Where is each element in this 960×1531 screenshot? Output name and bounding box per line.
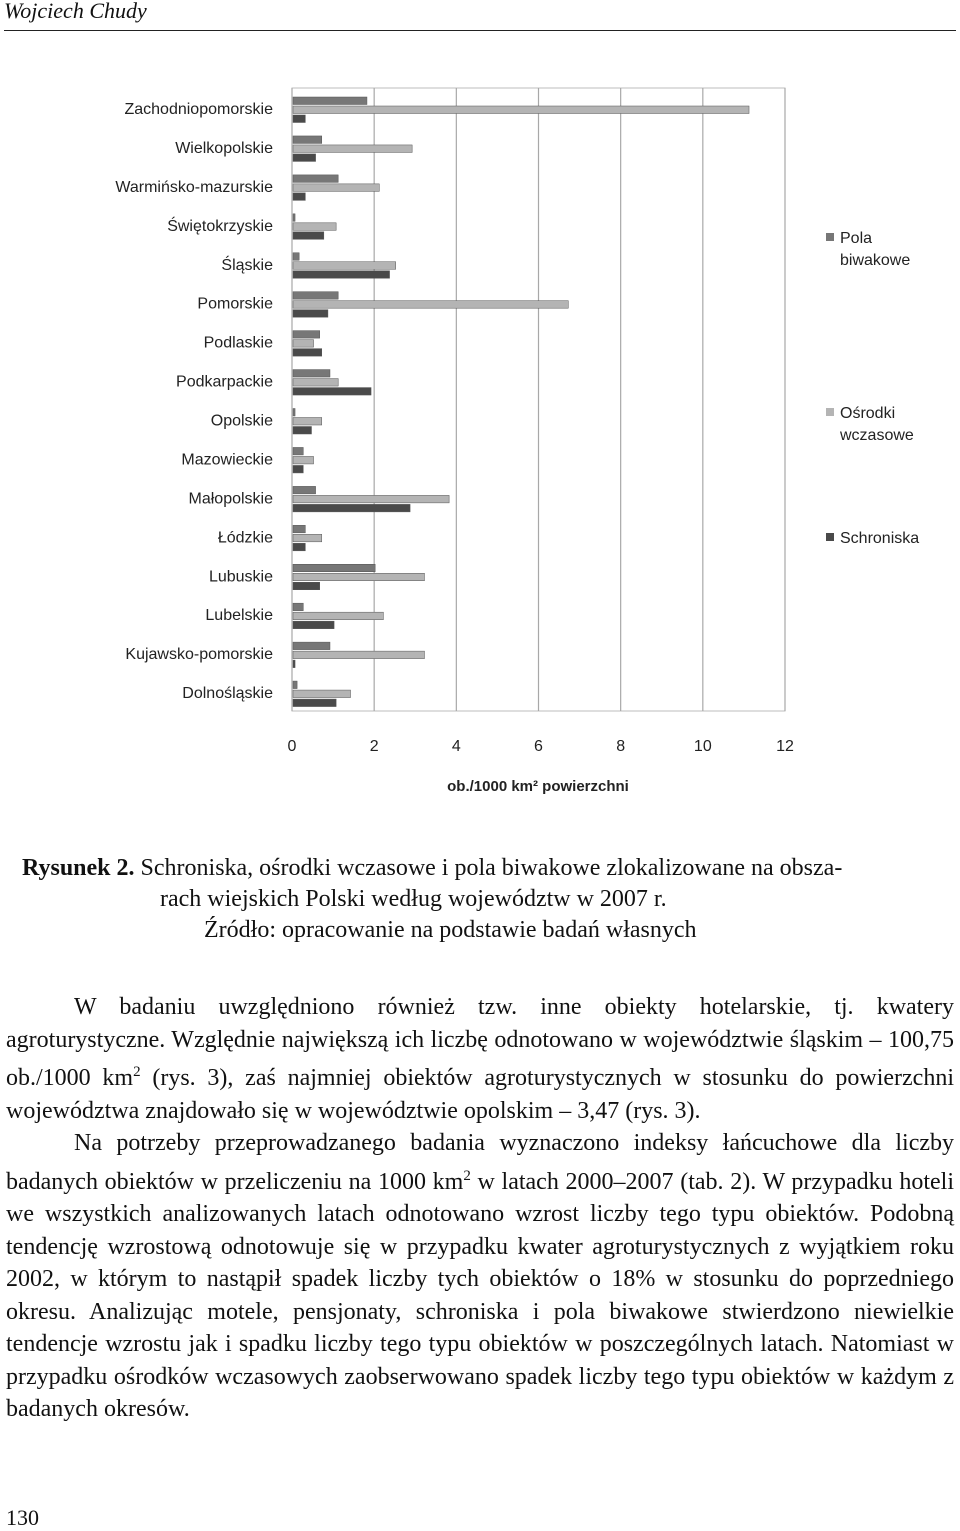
- category-label: Opolskie: [210, 412, 273, 430]
- x-tick-label: 10: [693, 738, 712, 755]
- caption-line-2: rach wiejskich Polski według województw w 2007 r.: [160, 886, 667, 912]
- x-axis-title: ob./1000 km² powierzchni: [447, 778, 629, 795]
- bar: [293, 690, 351, 698]
- bar: [293, 193, 305, 201]
- bar: [293, 331, 320, 339]
- category-label: Pomorskie: [197, 295, 273, 313]
- legend-swatch: [826, 408, 834, 416]
- legend-swatch: [826, 533, 834, 541]
- paragraph-1: W badaniu uwzględniono również tzw. inne obiekty hotelarskie, tj. kwatery agroturystyczne. Względnie największą ich liczbę odnotowano w województwie śląskim – 100,75 ob./1000 $km^2$ (rys. 3), zaś najmniej obiektów agroturystycznych w stosunku do powierzchni województwa znajdowało się w województwie opolskim – 3,47 (rys. 3).: [6, 994, 954, 1124]
- category-label: Podkarpackie: [176, 373, 273, 391]
- bar: [293, 504, 410, 512]
- bar: [293, 612, 383, 620]
- bar: [293, 582, 320, 590]
- category-label: Kujawsko-pomorskie: [125, 646, 273, 664]
- category-label: Podlaskie: [203, 334, 273, 352]
- bar: [293, 232, 324, 240]
- bar: [293, 681, 297, 689]
- category-label: Śląskie: [221, 256, 273, 274]
- page-number: 130: [6, 1505, 39, 1530]
- bar: [293, 642, 330, 650]
- bar: [293, 456, 314, 464]
- bar: [293, 651, 424, 659]
- bar: [293, 379, 338, 387]
- bar: [293, 154, 316, 162]
- x-tick-label: 12: [776, 738, 794, 755]
- x-tick-label: 8: [616, 738, 626, 755]
- paragraph-2: Na potrzeby przeprowadzanego badania wyznaczono indeksy łańcuchowe dla liczby badanych obiektów w przeliczeniu na 1000 $km^2$ w latach 2000–2007 (tab. 2). W przypadku hoteli we wszystkich analizowanych latach odnotowano wzrost liczby tego typu obiektów. Podobną tendencję wzrostową odnotowuje się w przypadku kwater agroturystycznych z wyjątkiem roku 2002, w którym to nastąpił spadek liczby tych obiektów o 18% w stosunku do poprzedniego okresu. Analizując motele, pensjonaty, schroniska i pola biwakowe stwierdzono niewielkie tendencje wzrostu jak i spadku liczby tego typu obiektów w poszczególnych latach. Natomiast w przypadku ośrodków wczasowych zaobserwowano spadek liczby tego typu obiektów w każdym z badanych okresów.: [6, 1130, 955, 1422]
- bar: [293, 447, 303, 455]
- figure-caption: [22, 853, 952, 946]
- bar-chart: [0, 60, 960, 840]
- legend-swatch: [826, 233, 834, 241]
- category-label: Świętokrzyskie: [167, 217, 273, 235]
- bar: [293, 388, 371, 396]
- bar: [293, 603, 303, 611]
- bar: [293, 115, 305, 123]
- bar: [293, 175, 338, 183]
- bar: [293, 310, 328, 318]
- bar: [293, 427, 311, 435]
- bar: [293, 418, 322, 426]
- bar: [293, 292, 338, 300]
- bar: [293, 486, 316, 494]
- category-label: Warmińsko-mazurskie: [115, 178, 273, 196]
- bar: [293, 543, 305, 551]
- category-label: Wielkopolskie: [175, 139, 273, 157]
- bar: [293, 106, 749, 114]
- bar: [293, 495, 449, 503]
- bar: [293, 370, 330, 378]
- category-label: Łódzkie: [217, 529, 273, 547]
- caption-line-1: Schroniska, ośrodki wczasowe i pola biwakowe zlokalizowane na obsza-: [134, 855, 843, 881]
- bar: [293, 145, 412, 153]
- x-tick-label: 4: [451, 738, 461, 755]
- bar: [293, 621, 334, 629]
- x-tick-label: 2: [369, 738, 379, 755]
- x-tick-label: 0: [287, 738, 297, 755]
- bar: [293, 214, 295, 222]
- category-label: Lubuskie: [208, 568, 273, 586]
- bar: [293, 223, 336, 231]
- body-text: [6, 991, 954, 1426]
- caption-label: Rysunek 2.: [22, 855, 135, 881]
- bar: [293, 409, 295, 417]
- bar: [293, 534, 322, 542]
- caption-source: Źródło: opracowanie na podstawie badań własnych: [204, 917, 697, 943]
- bar: [293, 136, 322, 144]
- legend-label: Ośrodki wczasowe: [840, 405, 914, 444]
- legend-label: Pola biwakowe: [840, 230, 911, 269]
- bar: [293, 699, 336, 707]
- category-label: Lubelskie: [205, 607, 273, 625]
- legend-label: Schroniska: [840, 530, 920, 547]
- bar: [293, 349, 322, 357]
- bar: [293, 253, 299, 261]
- category-label: Małopolskie: [188, 490, 273, 508]
- bar: [293, 525, 305, 533]
- bar: [293, 301, 568, 309]
- bar: [293, 271, 390, 279]
- category-label: Mazowieckie: [181, 451, 273, 469]
- running-header: [4, 0, 956, 31]
- bar: [293, 465, 303, 473]
- bar: [293, 564, 375, 572]
- bar: [293, 97, 367, 105]
- bar: [293, 660, 295, 668]
- bar: [293, 340, 314, 348]
- category-label: Zachodniopomorskie: [124, 101, 273, 118]
- bar: [293, 262, 396, 270]
- author-name: Wojciech Chudy: [4, 0, 147, 23]
- bar: [293, 573, 424, 581]
- category-label: Dolnośląskie: [182, 685, 273, 703]
- x-tick-label: 6: [534, 738, 543, 755]
- bar: [293, 184, 379, 192]
